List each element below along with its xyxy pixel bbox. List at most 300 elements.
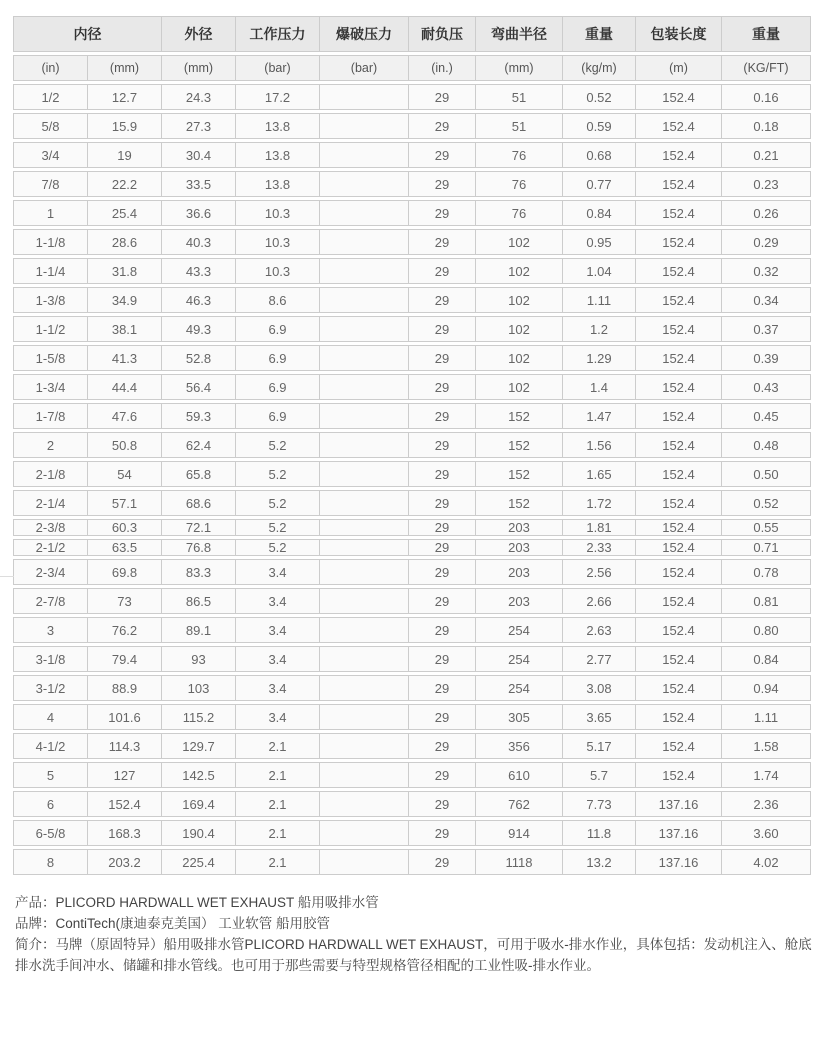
unit-cell: (in)	[13, 55, 88, 81]
table-cell: 31.8	[88, 258, 162, 284]
table-cell: 1-7/8	[13, 403, 88, 429]
table-cell: 1.29	[563, 345, 636, 371]
table-cell: 0.45	[722, 403, 811, 429]
table-cell: 169.4	[162, 791, 236, 817]
header-weight-imperial: 重量	[722, 16, 811, 52]
table-cell: 38.1	[88, 316, 162, 342]
table-cell: 152.4	[636, 432, 722, 458]
table-cell: 152.4	[636, 229, 722, 255]
table-cell	[320, 791, 409, 817]
table-cell: 29	[409, 403, 476, 429]
table-cell: 0.84	[563, 200, 636, 226]
table-cell	[320, 704, 409, 730]
table-cell	[320, 849, 409, 875]
table-cell: 1.72	[563, 490, 636, 516]
table-cell: 29	[409, 820, 476, 846]
table-cell: 114.3	[88, 733, 162, 759]
table-row	[13, 461, 811, 487]
table-cell	[320, 617, 409, 643]
table-cell: 3.65	[563, 704, 636, 730]
table-cell: 2.77	[563, 646, 636, 672]
table-cell: 72.1	[162, 519, 236, 536]
table-cell: 102	[476, 374, 563, 400]
table-cell: 6.9	[236, 316, 320, 342]
table-cell: 79.4	[88, 646, 162, 672]
table-cell: 44.4	[88, 374, 162, 400]
table-cell: 152.4	[636, 519, 722, 536]
table-cell: 152.4	[88, 791, 162, 817]
table-cell: 152	[476, 490, 563, 516]
product-info	[15, 892, 815, 976]
table-cell: 65.8	[162, 461, 236, 487]
table-cell: 41.3	[88, 345, 162, 371]
spec-table	[13, 13, 811, 878]
table-cell: 29	[409, 287, 476, 313]
table-row	[13, 588, 811, 614]
table-cell: 152.4	[636, 559, 722, 585]
unit-cell: (in.)	[409, 55, 476, 81]
table-cell: 0.77	[563, 171, 636, 197]
table-cell: 29	[409, 229, 476, 255]
product-line: 产品：PLICORD HARDWALL WET EXHAUST 船用吸排水管	[15, 895, 379, 910]
table-cell: 13.8	[236, 113, 320, 139]
table-cell: 1.11	[563, 287, 636, 313]
table-cell: 8	[13, 849, 88, 875]
table-cell: 51	[476, 84, 563, 110]
table-row	[13, 113, 811, 139]
table-cell: 5.2	[236, 519, 320, 536]
table-cell: 1.47	[563, 403, 636, 429]
table-cell: 0.48	[722, 432, 811, 458]
table-cell: 8.6	[236, 287, 320, 313]
table-cell: 29	[409, 200, 476, 226]
description-line: 简介：马牌（原固特异）船用吸排水管PLICORD HARDWALL WET EXHAUST，可用于吸水-排水作业，具体包括：发动机注入、舱底排水洗手间冲水、储罐和排水管线。也可用于那些需要与特型规格管径相配的工业性吸-排水作业。	[15, 937, 812, 973]
table-cell: 103	[162, 675, 236, 701]
table-cell: 4.02	[722, 849, 811, 875]
table-row	[13, 519, 811, 536]
table-cell: 36.6	[162, 200, 236, 226]
table-row	[13, 646, 811, 672]
header-units-row	[13, 55, 811, 81]
table-cell: 10.3	[236, 200, 320, 226]
table-cell: 5.2	[236, 539, 320, 556]
table-row	[13, 374, 811, 400]
table-cell: 43.3	[162, 258, 236, 284]
table-cell: 3/4	[13, 142, 88, 168]
table-cell: 62.4	[162, 432, 236, 458]
table-cell: 127	[88, 762, 162, 788]
table-cell: 1.74	[722, 762, 811, 788]
header-working-pressure: 工作压力	[236, 16, 320, 52]
unit-cell: (mm)	[476, 55, 563, 81]
table-cell	[320, 258, 409, 284]
table-cell: 137.16	[636, 820, 722, 846]
table-cell	[320, 84, 409, 110]
table-cell: 2.1	[236, 733, 320, 759]
table-cell: 6.9	[236, 374, 320, 400]
table-cell: 11.8	[563, 820, 636, 846]
table-cell: 101.6	[88, 704, 162, 730]
table-cell: 47.6	[88, 403, 162, 429]
table-cell: 1.58	[722, 733, 811, 759]
table-cell: 83.3	[162, 559, 236, 585]
table-cell: 152.4	[636, 617, 722, 643]
table-cell: 69.8	[88, 559, 162, 585]
table-cell	[320, 229, 409, 255]
table-cell	[320, 403, 409, 429]
header-group-row	[13, 16, 811, 52]
table-cell: 28.6	[88, 229, 162, 255]
table-cell: 1-1/8	[13, 229, 88, 255]
table-cell: 50.8	[88, 432, 162, 458]
header-bend-radius: 弯曲半径	[476, 16, 563, 52]
table-cell: 1.11	[722, 704, 811, 730]
table-cell: 2.56	[563, 559, 636, 585]
table-cell: 93	[162, 646, 236, 672]
table-cell: 29	[409, 461, 476, 487]
table-cell: 1.04	[563, 258, 636, 284]
table-cell: 5	[13, 762, 88, 788]
header-vacuum-rating: 耐负压	[409, 16, 476, 52]
table-cell: 29	[409, 617, 476, 643]
table-cell: 86.5	[162, 588, 236, 614]
table-cell: 68.6	[162, 490, 236, 516]
table-cell	[320, 200, 409, 226]
table-cell: 2.66	[563, 588, 636, 614]
table-cell: 5.2	[236, 432, 320, 458]
table-cell: 0.68	[563, 142, 636, 168]
table-cell: 76	[476, 142, 563, 168]
table-cell: 0.94	[722, 675, 811, 701]
table-cell: 152.4	[636, 539, 722, 556]
table-cell: 4-1/2	[13, 733, 88, 759]
table-cell: 63.5	[88, 539, 162, 556]
table-cell: 1-3/4	[13, 374, 88, 400]
table-cell: 0.21	[722, 142, 811, 168]
table-row	[13, 762, 811, 788]
table-cell: 3.4	[236, 704, 320, 730]
table-cell	[320, 461, 409, 487]
table-cell: 152.4	[636, 675, 722, 701]
table-cell: 17.2	[236, 84, 320, 110]
table-cell: 15.9	[88, 113, 162, 139]
table-cell: 3-1/2	[13, 675, 88, 701]
table-header	[13, 16, 811, 81]
table-cell	[320, 519, 409, 536]
table-row	[13, 733, 811, 759]
table-cell: 610	[476, 762, 563, 788]
table-cell: 2-3/4	[13, 559, 88, 585]
table-cell: 49.3	[162, 316, 236, 342]
table-cell: 29	[409, 113, 476, 139]
table-cell	[320, 733, 409, 759]
table-row	[13, 345, 811, 371]
table-cell: 1-3/8	[13, 287, 88, 313]
table-cell: 29	[409, 675, 476, 701]
table-cell: 6	[13, 791, 88, 817]
table-cell: 0.39	[722, 345, 811, 371]
unit-cell: (m)	[636, 55, 722, 81]
unit-cell: (KG/FT)	[722, 55, 811, 81]
table-cell: 914	[476, 820, 563, 846]
table-cell: 0.23	[722, 171, 811, 197]
table-row	[13, 432, 811, 458]
table-cell: 29	[409, 849, 476, 875]
table-cell: 0.59	[563, 113, 636, 139]
table-cell: 52.8	[162, 345, 236, 371]
table-cell: 2.1	[236, 762, 320, 788]
table-cell: 5.17	[563, 733, 636, 759]
table-cell: 29	[409, 791, 476, 817]
table-cell: 152	[476, 403, 563, 429]
table-cell: 29	[409, 345, 476, 371]
table-cell: 51	[476, 113, 563, 139]
brand-line: 品牌：ContiTech(康迪泰克美国） 工业软管 船用胶管	[15, 916, 331, 931]
table-cell: 1.2	[563, 316, 636, 342]
table-cell: 3.4	[236, 617, 320, 643]
table-cell: 102	[476, 316, 563, 342]
table-cell: 33.5	[162, 171, 236, 197]
table-cell: 29	[409, 374, 476, 400]
header-outer-diameter: 外径	[162, 16, 236, 52]
table-cell	[320, 559, 409, 585]
unit-cell: (bar)	[236, 55, 320, 81]
header-package-length: 包装长度	[636, 16, 722, 52]
table-cell: 25.4	[88, 200, 162, 226]
table-cell: 2.1	[236, 849, 320, 875]
table-row	[13, 200, 811, 226]
table-cell: 89.1	[162, 617, 236, 643]
table-cell: 2	[13, 432, 88, 458]
table-cell: 0.34	[722, 287, 811, 313]
table-cell: 3	[13, 617, 88, 643]
table-row	[13, 316, 811, 342]
table-cell: 57.1	[88, 490, 162, 516]
table-cell: 76	[476, 200, 563, 226]
table-cell: 5.2	[236, 461, 320, 487]
table-cell: 102	[476, 287, 563, 313]
table-cell: 152.4	[636, 258, 722, 284]
table-cell: 29	[409, 316, 476, 342]
table-cell: 29	[409, 733, 476, 759]
table-cell: 0.50	[722, 461, 811, 487]
table-body	[13, 84, 811, 875]
table-cell: 3.08	[563, 675, 636, 701]
table-cell: 1/2	[13, 84, 88, 110]
table-cell: 152.4	[636, 345, 722, 371]
table-cell: 29	[409, 258, 476, 284]
header-inner-diameter: 内径	[13, 16, 162, 52]
table-row	[13, 258, 811, 284]
unit-cell: (kg/m)	[563, 55, 636, 81]
table-cell: 0.81	[722, 588, 811, 614]
table-cell: 76.2	[88, 617, 162, 643]
table-cell	[320, 142, 409, 168]
table-cell: 22.2	[88, 171, 162, 197]
table-cell: 0.43	[722, 374, 811, 400]
table-cell	[320, 646, 409, 672]
table-cell: 1-5/8	[13, 345, 88, 371]
table-cell: 203	[476, 519, 563, 536]
table-cell: 29	[409, 142, 476, 168]
table-cell: 54	[88, 461, 162, 487]
header-burst-pressure: 爆破压力	[320, 16, 409, 52]
table-row	[13, 617, 811, 643]
table-cell: 76.8	[162, 539, 236, 556]
table-cell: 152.4	[636, 646, 722, 672]
table-cell: 5/8	[13, 113, 88, 139]
table-cell: 1	[13, 200, 88, 226]
table-cell: 762	[476, 791, 563, 817]
table-cell: 12.7	[88, 84, 162, 110]
table-cell: 29	[409, 646, 476, 672]
table-cell: 1.81	[563, 519, 636, 536]
table-row	[13, 539, 811, 556]
table-cell: 2-3/8	[13, 519, 88, 536]
table-cell: 7/8	[13, 171, 88, 197]
table-cell: 29	[409, 432, 476, 458]
table-cell: 29	[409, 490, 476, 516]
table-row	[13, 287, 811, 313]
table-cell: 0.18	[722, 113, 811, 139]
table-cell: 2-1/4	[13, 490, 88, 516]
table-cell: 152.4	[636, 287, 722, 313]
table-cell: 152.4	[636, 461, 722, 487]
table-cell: 34.9	[88, 287, 162, 313]
table-cell: 2.33	[563, 539, 636, 556]
table-cell: 190.4	[162, 820, 236, 846]
table-cell: 5.2	[236, 490, 320, 516]
table-cell: 203	[476, 588, 563, 614]
table-cell: 152.4	[636, 113, 722, 139]
table-cell: 1-1/2	[13, 316, 88, 342]
table-cell: 152.4	[636, 84, 722, 110]
table-cell: 254	[476, 675, 563, 701]
table-cell: 102	[476, 229, 563, 255]
table-row	[13, 849, 811, 875]
table-cell: 29	[409, 762, 476, 788]
table-cell	[320, 345, 409, 371]
table-cell: 1.4	[563, 374, 636, 400]
table-cell: 29	[409, 704, 476, 730]
table-cell: 203	[476, 539, 563, 556]
table-cell: 152	[476, 461, 563, 487]
table-cell: 29	[409, 171, 476, 197]
table-row	[13, 84, 811, 110]
table-cell: 29	[409, 84, 476, 110]
table-cell: 6-5/8	[13, 820, 88, 846]
table-cell: 76	[476, 171, 563, 197]
table-cell: 137.16	[636, 849, 722, 875]
table-cell: 152.4	[636, 142, 722, 168]
table-cell: 0.78	[722, 559, 811, 585]
table-cell: 102	[476, 345, 563, 371]
table-cell: 0.84	[722, 646, 811, 672]
table-row	[13, 229, 811, 255]
table-cell: 29	[409, 588, 476, 614]
table-cell: 3.4	[236, 646, 320, 672]
table-row	[13, 675, 811, 701]
table-cell	[320, 374, 409, 400]
table-cell: 0.16	[722, 84, 811, 110]
table-cell: 2-1/2	[13, 539, 88, 556]
table-cell: 129.7	[162, 733, 236, 759]
table-cell: 4	[13, 704, 88, 730]
table-cell: 56.4	[162, 374, 236, 400]
table-cell: 152.4	[636, 490, 722, 516]
table-row	[13, 171, 811, 197]
table-cell: 60.3	[88, 519, 162, 536]
table-cell	[320, 171, 409, 197]
table-cell: 142.5	[162, 762, 236, 788]
table-cell: 10.3	[236, 258, 320, 284]
table-cell: 73	[88, 588, 162, 614]
table-cell: 1.65	[563, 461, 636, 487]
table-cell: 5.7	[563, 762, 636, 788]
table-cell: 115.2	[162, 704, 236, 730]
table-cell	[320, 490, 409, 516]
table-cell: 46.3	[162, 287, 236, 313]
table-cell: 2.63	[563, 617, 636, 643]
table-cell: 3.4	[236, 675, 320, 701]
table-cell	[320, 316, 409, 342]
table-cell	[320, 588, 409, 614]
table-cell: 2.36	[722, 791, 811, 817]
table-cell: 3.60	[722, 820, 811, 846]
table-cell: 3.4	[236, 559, 320, 585]
table-row	[13, 403, 811, 429]
table-cell: 88.9	[88, 675, 162, 701]
table-cell: 2.1	[236, 820, 320, 846]
table-cell: 2.1	[236, 791, 320, 817]
table-cell: 29	[409, 539, 476, 556]
table-cell: 6.9	[236, 403, 320, 429]
table-cell: 0.52	[722, 490, 811, 516]
table-cell: 152.4	[636, 200, 722, 226]
table-cell	[320, 675, 409, 701]
unit-cell: (mm)	[88, 55, 162, 81]
table-cell: 19	[88, 142, 162, 168]
table-cell: 0.71	[722, 539, 811, 556]
table-cell: 1118	[476, 849, 563, 875]
table-cell: 152.4	[636, 762, 722, 788]
unit-cell: (mm)	[162, 55, 236, 81]
table-cell: 0.29	[722, 229, 811, 255]
header-weight-metric: 重量	[563, 16, 636, 52]
table-cell: 152.4	[636, 316, 722, 342]
table-cell: 225.4	[162, 849, 236, 875]
table-cell: 29	[409, 519, 476, 536]
table-cell: 2-1/8	[13, 461, 88, 487]
table-cell: 13.8	[236, 171, 320, 197]
table-cell: 0.26	[722, 200, 811, 226]
table-cell: 6.9	[236, 345, 320, 371]
table-row	[13, 791, 811, 817]
table-row	[13, 559, 811, 585]
table-cell: 356	[476, 733, 563, 759]
table-cell: 137.16	[636, 791, 722, 817]
table-cell: 13.2	[563, 849, 636, 875]
table-cell: 0.32	[722, 258, 811, 284]
table-cell: 152	[476, 432, 563, 458]
table-cell: 152.4	[636, 704, 722, 730]
table-cell: 203	[476, 559, 563, 585]
table-cell: 152.4	[636, 733, 722, 759]
table-cell: 2-7/8	[13, 588, 88, 614]
table-cell	[320, 820, 409, 846]
table-row	[13, 820, 811, 846]
table-cell	[320, 539, 409, 556]
